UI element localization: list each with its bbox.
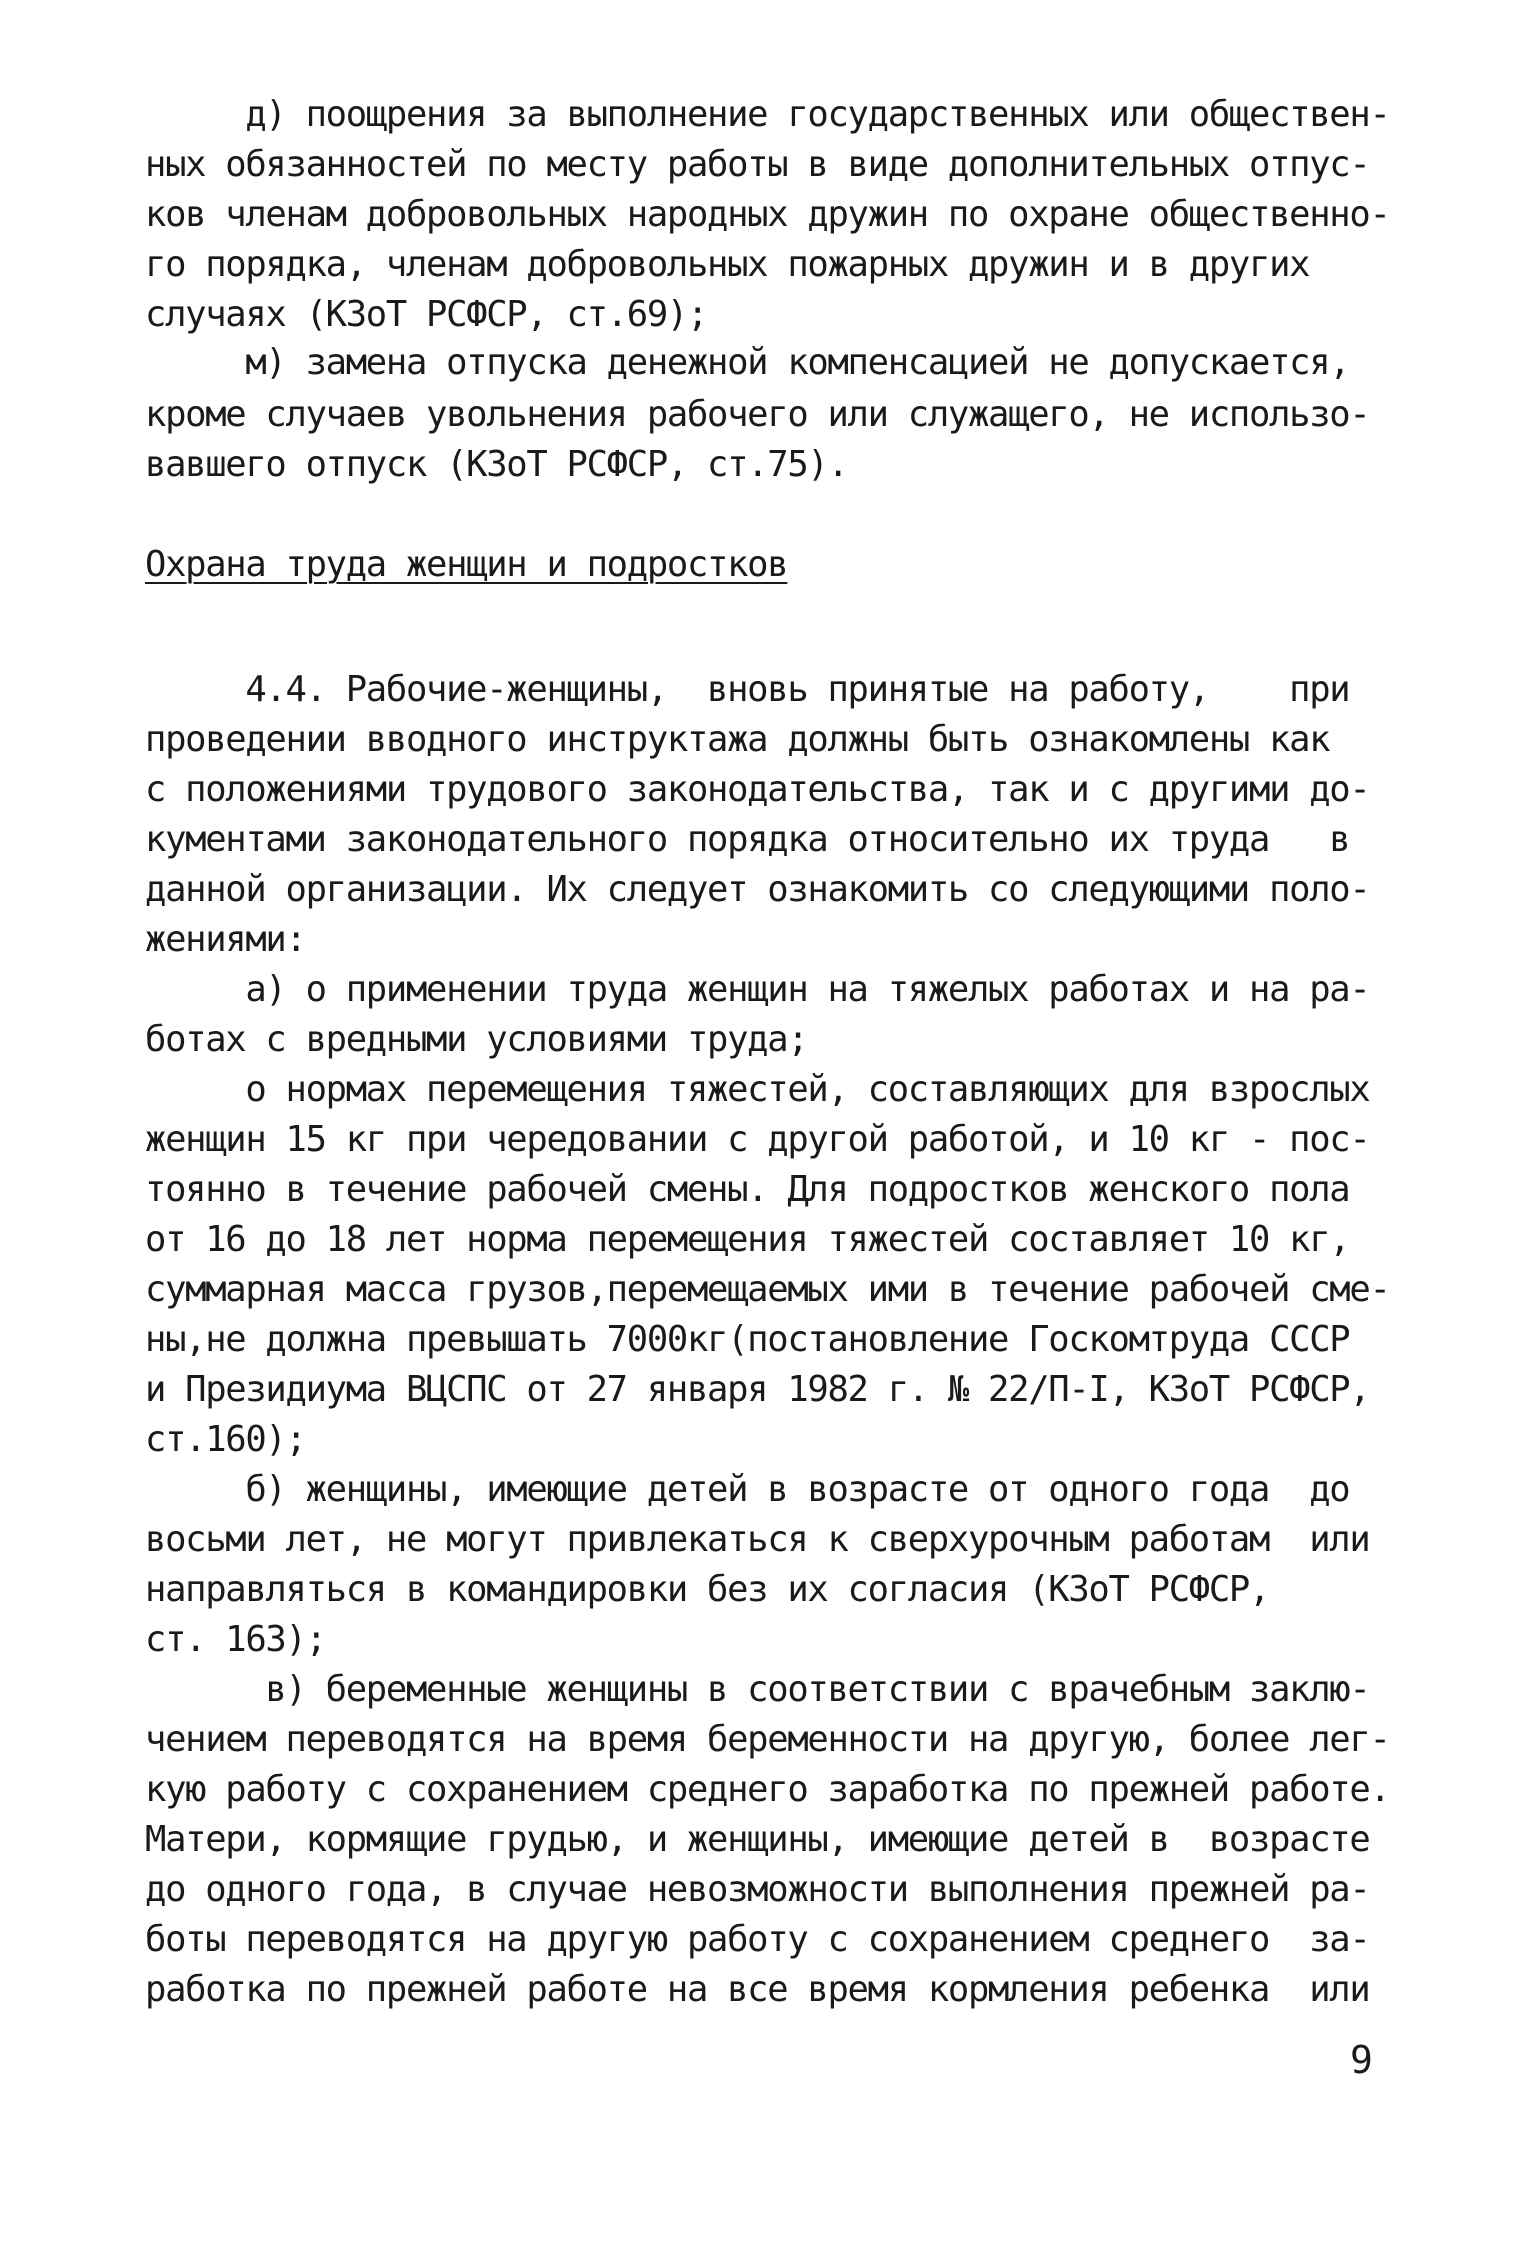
text-line: с положениями трудового законодательства, так и с другими до- xyxy=(145,769,1370,810)
text-line: ст. 163); xyxy=(145,1619,326,1660)
text-line: а) о применении труда женщин на тяжелых работах и на ра- xyxy=(145,969,1370,1010)
text-line: кументами законодательного порядка относительно их труда в xyxy=(145,819,1350,860)
text-line: ст.160); xyxy=(145,1419,306,1460)
text-line: суммарная масса грузов,перемещаемых ими в течение рабочей сме- xyxy=(145,1269,1390,1310)
text-line: от 16 до 18 лет норма перемещения тяжестей составляет 10 кг, xyxy=(145,1219,1350,1260)
text-line: б) женщины, имеющие детей в возрасте от одного года до xyxy=(145,1469,1350,1510)
text-line: ных обязанностей по месту работы в виде дополнительных отпус- xyxy=(145,144,1370,185)
text-line: 4.4. Рабочие-женщины, вновь принятые на работу, при xyxy=(145,669,1350,710)
text-line: го порядка, членам добровольных пожарных дружин и в других xyxy=(145,244,1310,285)
text-line: ны,не должна превышать 7000кг(постановление Госкомтруда СССР xyxy=(145,1319,1350,1360)
text-line: направляться в командировки без их согласия (КЗоТ РСФСР, xyxy=(145,1569,1270,1610)
section-heading: Охрана труда женщин и подростков xyxy=(145,544,788,585)
text-line: проведении вводного инструктажа должны быть ознакомлены как xyxy=(145,719,1330,760)
text-line: вавшего отпуск (КЗоТ РСФСР, ст.75). xyxy=(145,444,848,485)
text-line: случаях (КЗоТ РСФСР, ст.69); xyxy=(145,294,708,335)
text-line: кроме случаев увольнения рабочего или служащего, не использо- xyxy=(145,394,1370,435)
text-line: Матери, кормящие грудью, и женщины, имеющие детей в возрасте xyxy=(145,1819,1370,1860)
text-line: работка по прежней работе на все время кормления ребенка или xyxy=(145,1969,1370,2010)
text-line: тоянно в течение рабочей смены. Для подростков женского пола xyxy=(145,1169,1350,1210)
text-line: д) поощрения за выполнение государственных или обществен- xyxy=(145,94,1390,135)
text-line: о нормах перемещения тяжестей, составляющих для взрослых xyxy=(145,1069,1370,1110)
text-line: жениями: xyxy=(145,919,306,960)
text-line: ков членам добровольных народных дружин по охране общественно- xyxy=(145,194,1390,235)
text-line: восьми лет, не могут привлекаться к сверхурочным работам или xyxy=(145,1519,1370,1560)
text-line: до одного года, в случае невозможности выполнения прежней ра- xyxy=(145,1869,1370,1910)
text-line: ботах с вредными условиями труда; xyxy=(145,1019,808,1060)
text-line: кую работу с сохранением среднего заработка по прежней работе. xyxy=(145,1769,1390,1810)
page-number: 9 xyxy=(1350,2038,1373,2082)
text-line: м) замена отпуска денежной компенсацией не допускается, xyxy=(145,342,1350,383)
text-line: чением переводятся на время беременности на другую, более лег- xyxy=(145,1719,1390,1760)
text-line: данной организации. Их следует ознакомить со следующими поло- xyxy=(145,869,1370,910)
text-line: боты переводятся на другую работу с сохранением среднего за- xyxy=(145,1919,1370,1960)
text-line: в) беременные женщины в соответствии с врачебным заклю- xyxy=(145,1669,1370,1710)
text-line: женщин 15 кг при чередовании с другой работой, и 10 кг - пос- xyxy=(145,1119,1370,1160)
text-line: и Президиума ВЦСПС от 27 января 1982 г. № 22/П-I, КЗоТ РСФСР, xyxy=(145,1369,1370,1410)
